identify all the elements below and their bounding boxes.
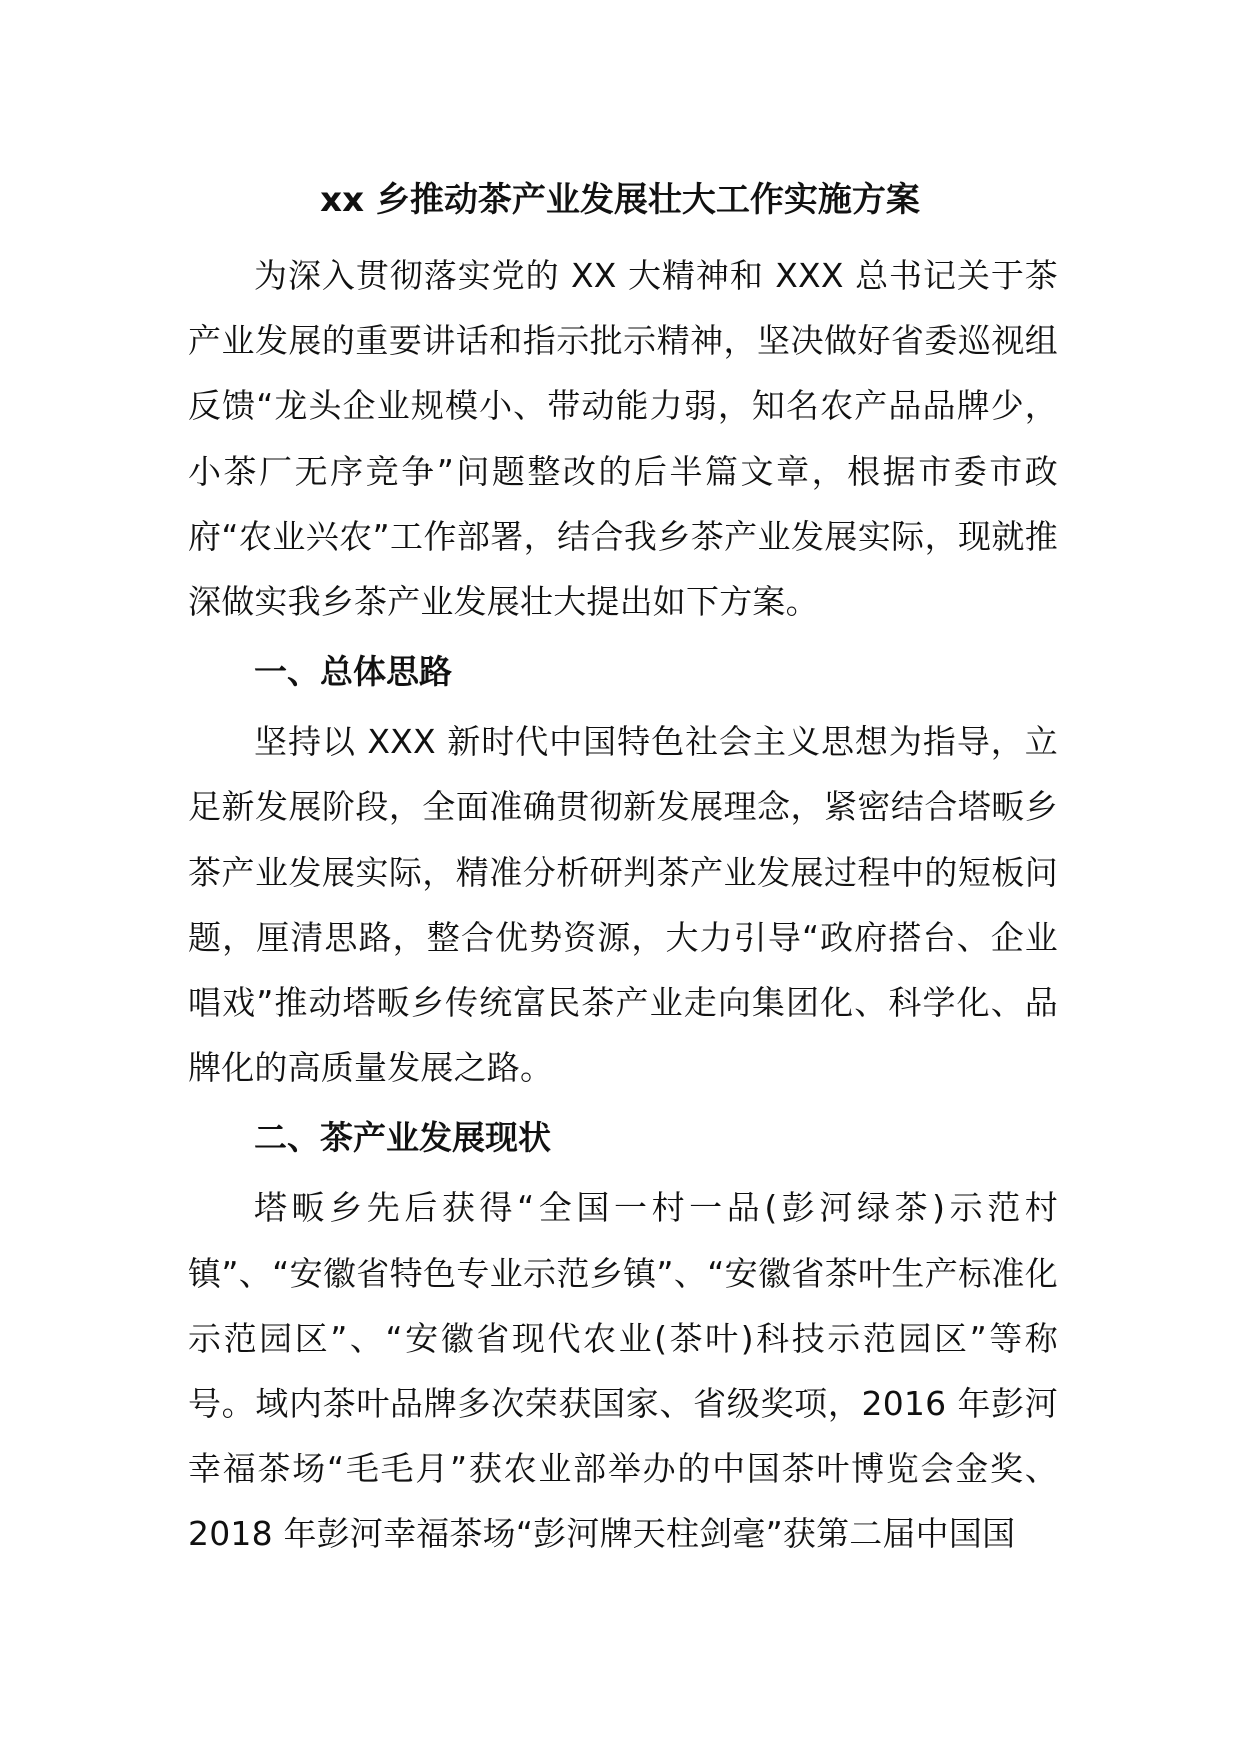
section-heading-current-status: 二、茶产业发展现状: [254, 1118, 551, 1158]
section-heading-overall-approach: 一、总体思路: [254, 652, 452, 692]
section-paragraph-overall-approach: 坚持以 XXX 新时代中国特色社会主义思想为指导，立足新发展阶段，全面准确贯彻新发展理念，紧密结合塔畈乡茶产业发展实际，精准分析研判茶产业发展过程中的短板问题，厘清思路，整合优势资源，大力引导“政府搭台、企业唱戏”推动塔畈乡传统富民茶产业走向集团化、科学化、品牌化的高质量发展之路。: [188, 722, 1058, 1088]
section-paragraph-current-status: 塔畈乡先后获得“全国一村一品(彭河绿茶)示范村镇”、“安徽省特色专业示范乡镇”、“安徽省茶叶生产标准化示范园区”、“安徽省现代农业(茶叶)科技示范园区”等称号。域内茶叶品牌多次荣获国家、省级奖项，2016 年彭河幸福茶场“毛毛月”获农业部举办的中国茶叶博览会金奖、2018 年彭河幸福茶场“彭河牌天柱剑毫”获第二届中国国: [188, 1188, 1059, 1554]
intro-paragraph: 为深入贯彻落实党的 XX 大精神和 XXX 总书记关于茶产业发展的重要讲话和指示批示精神，坚决做好省委巡视组反馈“龙头企业规模小、带动能力弱，知名农产品品牌少，小茶厂无序竞争”问题整改的后半篇文章，根据市委市政府“农业兴农”工作部署，结合我乡茶产业发展实际，现就推深做实我乡茶产业发展壮大提出如下方案。: [188, 256, 1058, 622]
document-title: xx 乡推动茶产业发展壮大工作实施方案: [320, 180, 920, 220]
document-body: [188, 243, 1058, 1567]
